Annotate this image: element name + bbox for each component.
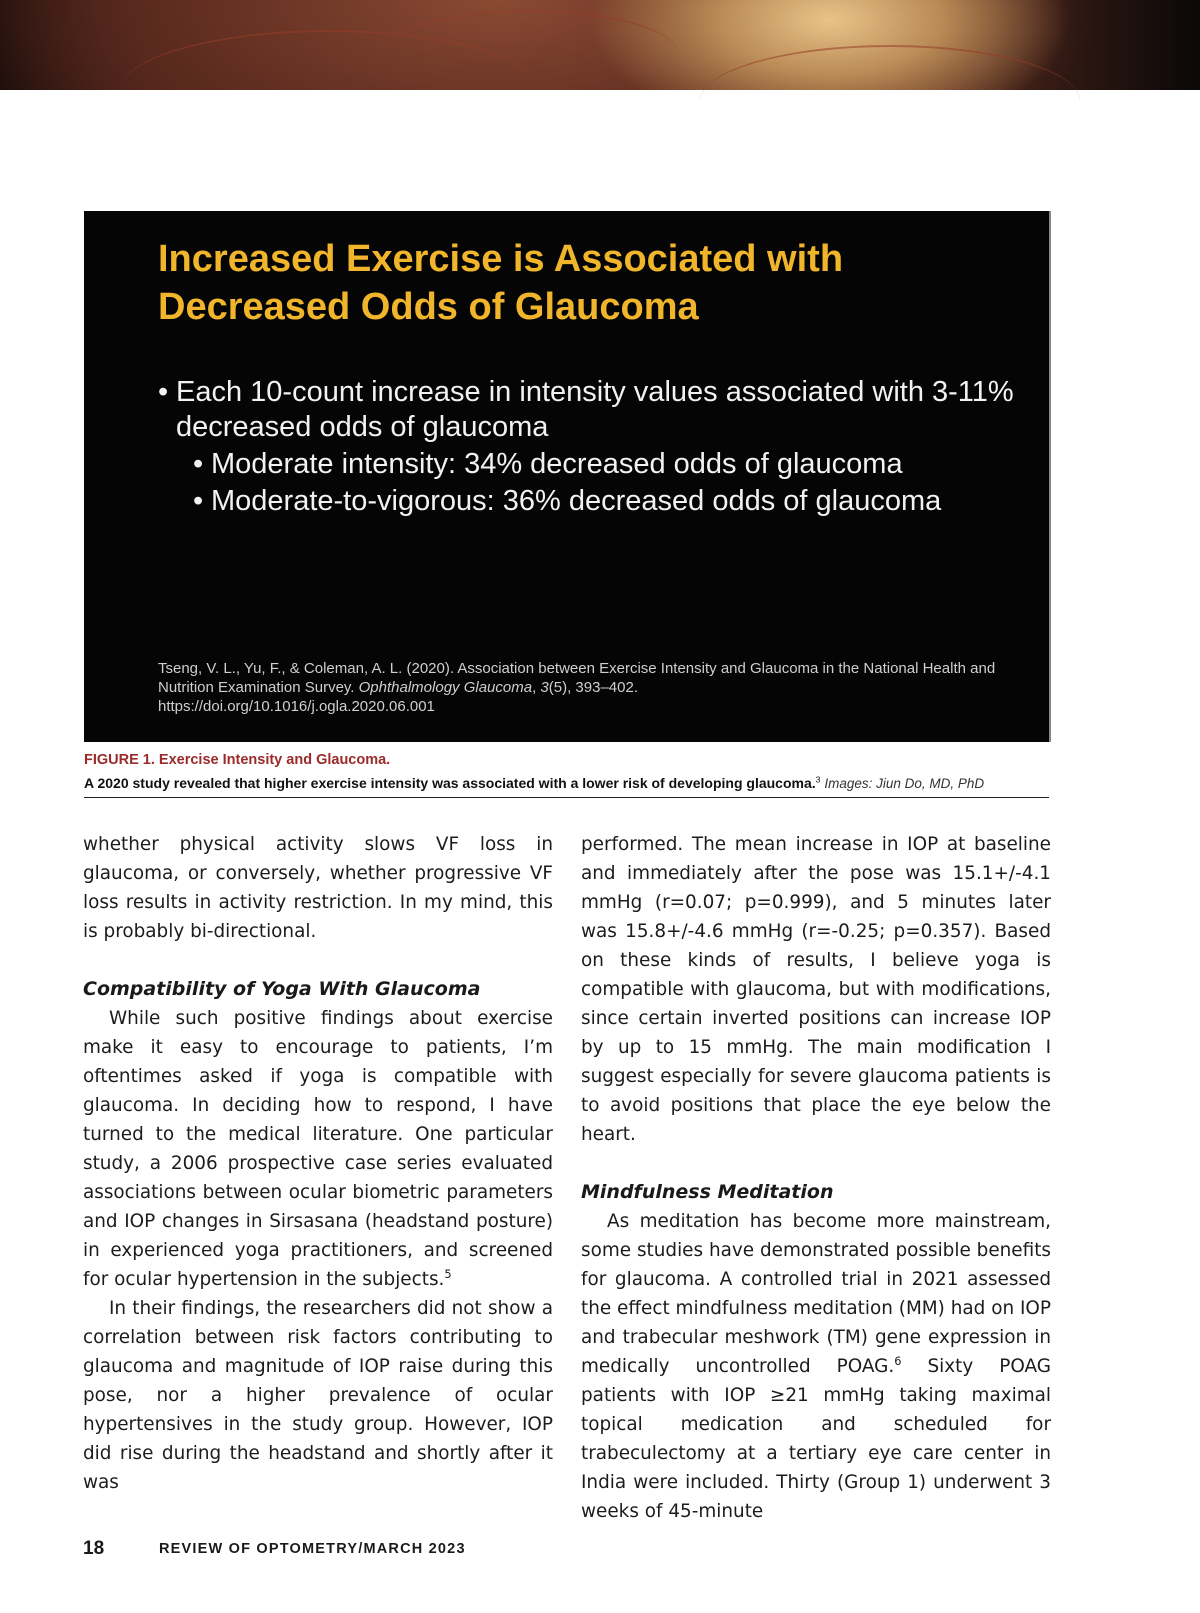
image-credit: Images: Jiun Do, MD, PhD	[824, 776, 985, 791]
slide-bullet-text: Each 10-count increase in intensity values associated with 3-11% decreased odds of glaucoma	[176, 376, 1014, 443]
paragraph	[581, 1207, 1051, 1526]
slide-bullet-sub	[158, 447, 1018, 482]
left-column	[83, 830, 553, 1497]
header-retina-image	[0, 0, 1200, 90]
slide-reference	[158, 659, 1018, 716]
slide-bullets	[158, 375, 1018, 519]
figure-caption	[84, 775, 1049, 798]
reference-doi: https://doi.org/10.1016/j.ogla.2020.06.001	[158, 698, 435, 715]
page-number: 18	[83, 1538, 105, 1559]
section-heading: Mindfulness Meditation	[581, 1181, 834, 1203]
bullet-dot-icon: •	[193, 448, 204, 480]
slide-title-line: Decreased Odds of Glaucoma	[158, 286, 699, 328]
bullet-dot-icon: •	[193, 485, 204, 517]
reference-pages: (5), 393–402.	[548, 679, 638, 696]
citation-ref: 5	[444, 1266, 452, 1281]
reference-separator: ,	[532, 679, 541, 696]
slide-bullet-text: Moderate-to-vigorous: 36% decreased odds of glaucoma	[211, 485, 942, 517]
paragraph-text: Sixty POAG patients with IOP ≥21 mmHg taking maximal topical medication and scheduled for trabeculectomy at a tertiary eye care center in India were included. Thirty (Group 1) underwent 3 weeks of 45-minute	[581, 1356, 1051, 1522]
citation-ref: 6	[894, 1353, 902, 1368]
right-column	[581, 830, 1051, 1526]
paragraph: In their findings, the researchers did not show a correlation between risk factors contributing to glaucoma and magnitude of IOP raise during this pose, nor a higher prevalence of ocular hypertensives in the study group. However, IOP did rise during the headstand and shortly after it was	[83, 1298, 553, 1493]
paragraph: whether physical activity slows VF loss in glaucoma, or conversely, whether progressive VF loss results in activity restriction. In my mind, this is probably bi-directional.	[83, 834, 553, 942]
bullet-dot-icon: •	[158, 376, 169, 408]
reference-journal: Ophthalmology Glaucoma	[358, 679, 533, 696]
reference-volume: 3	[540, 679, 549, 696]
slide-bullet-text: Moderate intensity: 34% decreased odds of glaucoma	[211, 448, 903, 480]
slide-bullet-main	[158, 375, 1018, 445]
citation-ref: 3	[815, 774, 821, 785]
retina-vessel-decoration	[380, 10, 680, 102]
figure-caption-text: A 2020 study revealed that higher exercise intensity was associated with a lower risk of developing glaucoma.	[84, 775, 816, 791]
paragraph: performed. The mean increase in IOP at baseline and immediately after the pose was 15.1+/-4.1 mmHg (r=0.07; p=0.999), and 5 minutes later was 15.8+/-4.6 mmHg (r=-0.25; p=0.357). Based on these kinds of results, I believe yoga is compatible with glaucoma, but with modifications, since certain inverted positions can increase IOP by up to 15 mmHg. The main modification I suggest especially for severe glaucoma patients is to avoid positions that place the eye below the heart.	[581, 834, 1051, 1145]
paragraph-text: As meditation has become more mainstream, some studies have demonstrated possible benefits for glaucoma. A controlled trial in 2021 assessed the effect mindfulness meditation (MM) had on IOP and trabecular meshwork (TM) gene expression in medically uncontrolled POAG.	[581, 1211, 1051, 1377]
slide-bullet-sub	[158, 484, 1018, 519]
figure-caption-title: FIGURE 1. Exercise Intensity and Glaucoma.	[84, 752, 391, 768]
slide-title	[158, 235, 998, 331]
paragraph-text: While such positive findings about exercise make it easy to encourage to patients, I’m oftentimes asked if yoga is compatible with glaucoma. In deciding how to respond, I have turned to the medical literature. One particular study, a 2006 prospective case series evaluated associations between ocular biometric parameters and IOP changes in Sirsasana (headstand posture) in experienced yoga practitioners, and screened for ocular hypertension in the subjects.	[83, 1008, 553, 1290]
figure-slide	[84, 211, 1051, 742]
publication-title: REVIEW OF OPTOMETRY/MARCH 2023	[159, 1541, 466, 1557]
slide-title-line: Increased Exercise is Associated with	[158, 238, 844, 280]
paragraph	[83, 1004, 553, 1294]
section-heading: Compatibility of Yoga With Glaucoma	[83, 978, 481, 1000]
retina-vessel-decoration	[700, 45, 1080, 157]
reference-authors-title: Tseng, V. L., Yu, F., & Coleman, A. L. (2020). Association between Exercise Intensity and Glaucoma in the National Health and Nutrition Examination Survey.	[158, 660, 996, 696]
